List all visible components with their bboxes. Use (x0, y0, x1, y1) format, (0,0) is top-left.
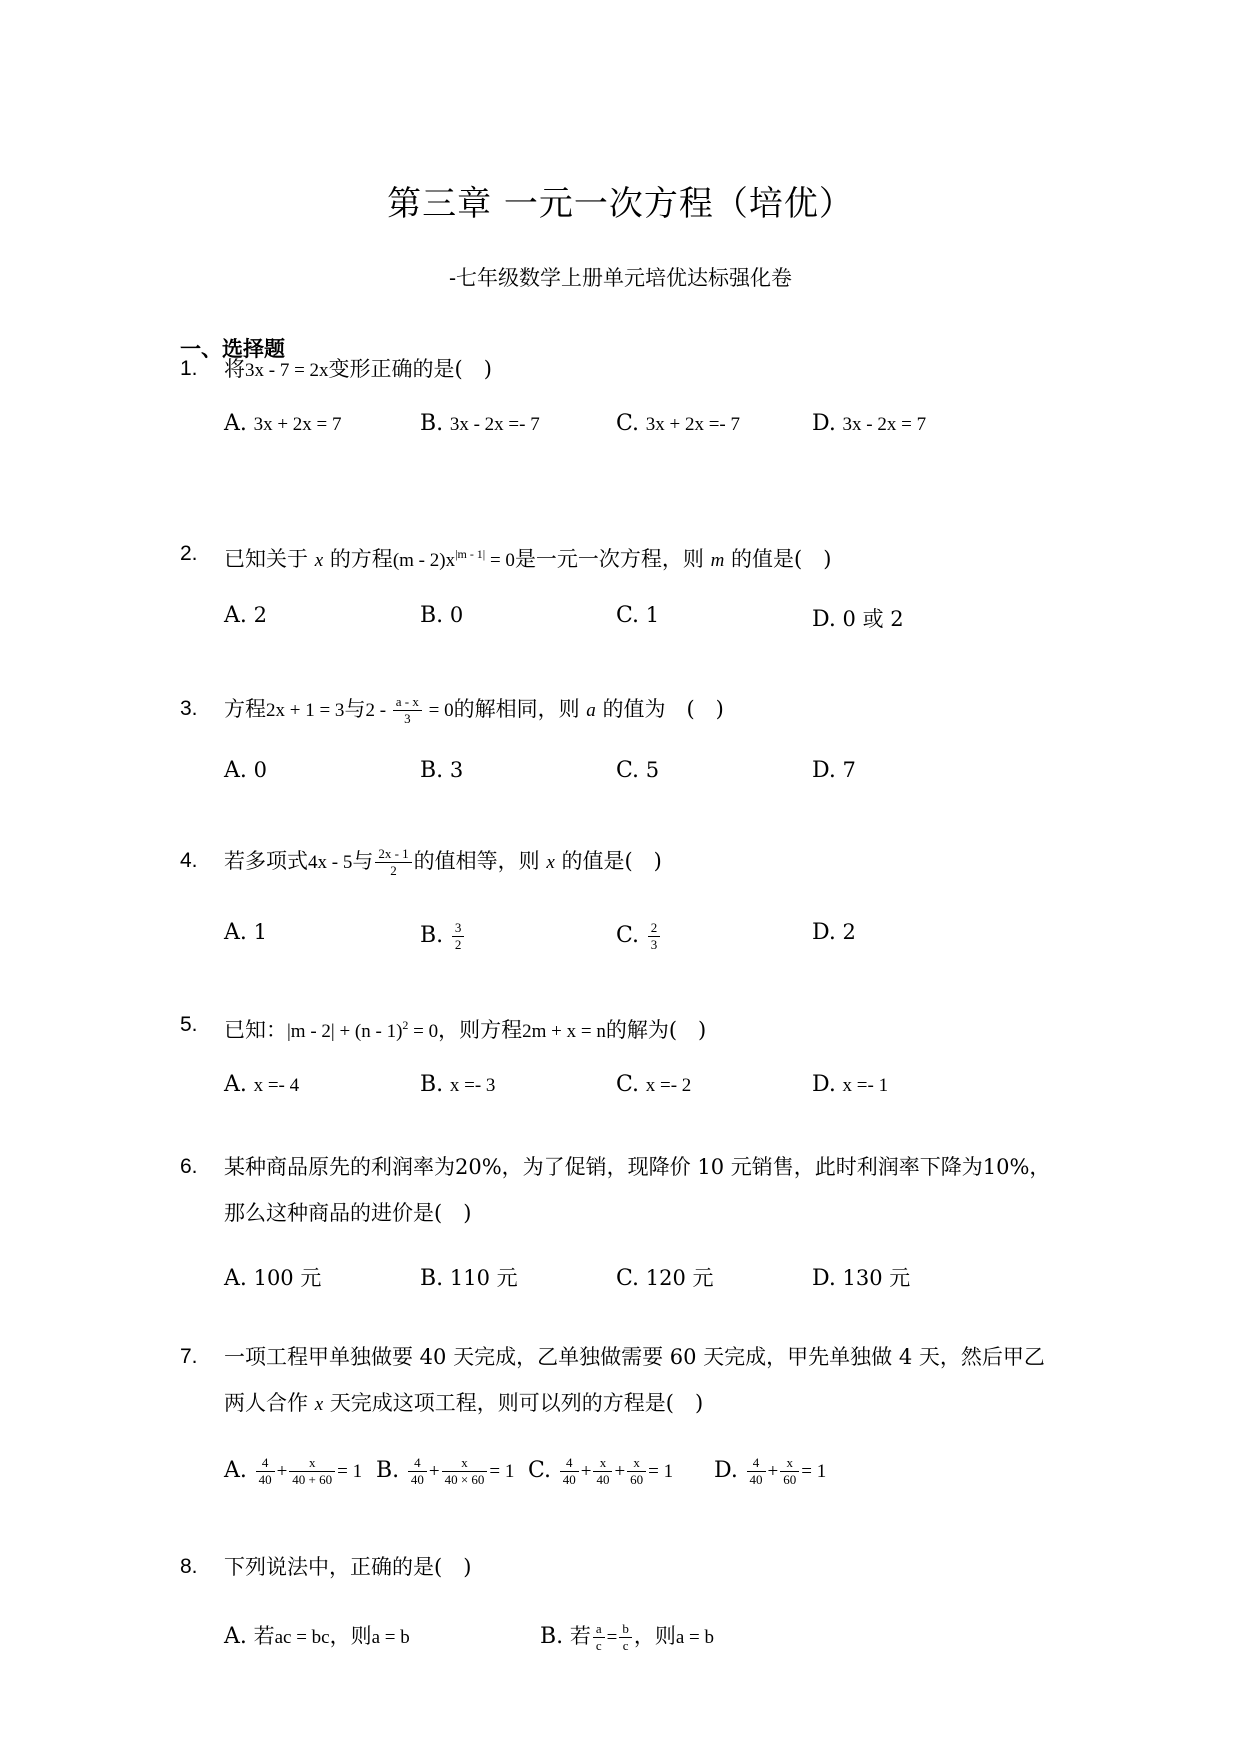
options-2 (224, 603, 1074, 649)
option-a[interactable]: A. x =- 4 (224, 1072, 300, 1097)
section-heading: 一、选择题 (180, 337, 285, 361)
option-c[interactable]: C. 1 (616, 603, 660, 628)
question-number: 3. (180, 697, 198, 720)
question-number: 6. (180, 1155, 198, 1178)
option-a[interactable]: A. $\frac{4}{40}$ + $\frac{x}{40 + 60}$ = 1 (224, 1455, 363, 1487)
option-d[interactable]: D. 0 或 2 (812, 607, 904, 632)
options-5 (224, 1072, 1074, 1118)
question-number: 2. (180, 542, 198, 565)
question-text: 若多项式4x - 5与 $\frac{2x - 1}{2}$ 的值相等，则 x 的值是( ) (224, 846, 662, 878)
fraction: $\frac{a - x}{3}$ (393, 694, 422, 727)
page-title: 第三章 一元一次方程（培优） (387, 184, 854, 224)
option-c[interactable]: C. 5 (616, 758, 660, 783)
question-number: 1. (180, 357, 198, 380)
option-d[interactable]: D. 3x - 2x = 7 (812, 411, 927, 436)
options-8 (224, 1620, 1074, 1666)
option-c[interactable]: C. $\frac{2}{3}$ (616, 920, 662, 953)
options-6 (224, 1262, 1074, 1308)
option-d[interactable]: D. $\frac{4}{40}$ + $\frac{x}{60}$ = 1 (714, 1455, 827, 1487)
option-c[interactable]: C. x =- 2 (616, 1072, 692, 1097)
option-c[interactable]: C. 120 元 (616, 1266, 714, 1291)
options-1 (224, 411, 1074, 457)
question-text: 下列说法中，正确的是( ) (224, 1555, 472, 1579)
option-b[interactable]: B. 若 $\frac{a}{c}$ = $\frac{b}{c}$ ，则a = b (540, 1621, 715, 1653)
question-text: 某种商品原先的利润率为20%，为了促销，现降价 10 元销售，此时利润率下降为10%， 那么这种商品的进价是( ) (224, 1155, 1051, 1225)
option-d[interactable]: D. x =- 1 (812, 1072, 889, 1097)
option-b[interactable]: B. $\frac{4}{40}$ + $\frac{x}{40 \times 60}$ = 1 (376, 1455, 515, 1487)
question-text: 已知：|m - 2| + (n - 1)$^2$ = 0，则方程2m + x = n的解为( ) (224, 1018, 707, 1042)
question-number: 8. (180, 1555, 198, 1578)
fraction: $\frac{2x - 1}{2}$ (375, 846, 411, 879)
option-c[interactable]: C. 3x + 2x =- 7 (616, 411, 740, 436)
option-b[interactable]: B. 0 (420, 603, 464, 628)
question-text: 已知关于 x 的方程$(m - 2)x^{|m - 1|} = 0$是一元一次方程，则 m 的值是( ) (224, 547, 832, 571)
option-d[interactable]: D. 130 元 (812, 1266, 911, 1291)
options-3 (224, 758, 1074, 804)
option-a[interactable]: A. 1 (224, 920, 267, 945)
question-text: 方程2x + 1 = 3与2 - $\frac{a - x}{3}$ = 0的解相同，则 a 的值为 ( ) (224, 694, 724, 726)
option-a[interactable]: A. 若ac = bc，则a = b (224, 1624, 410, 1649)
option-d[interactable]: D. 7 (812, 758, 856, 783)
page-subtitle: -七年级数学上册单元培优达标强化卷 (448, 266, 793, 290)
option-a[interactable]: A. 3x + 2x = 7 (224, 411, 342, 436)
fraction: $\frac{3}{2}$ (452, 920, 465, 953)
option-a[interactable]: A. 2 (224, 603, 267, 628)
fraction: $\frac{2}{3}$ (648, 920, 661, 953)
question-text: 一项工程甲单独做要 40 天完成，乙单独做需要 60 天完成，甲先单独做 4 天，然后甲乙 两人合作 x 天完成这项工程，则可以列的方程是( ) (224, 1345, 1045, 1415)
options-7 (224, 1455, 1074, 1501)
option-d[interactable]: D. 2 (812, 920, 856, 945)
question-number: 4. (180, 849, 198, 872)
option-b[interactable]: B. 110 元 (420, 1266, 518, 1291)
question-text: 将3x - 7 = 2x变形正确的是( ) (224, 357, 492, 381)
option-a[interactable]: A. 0 (224, 758, 267, 783)
options-4 (224, 920, 1074, 966)
option-b[interactable]: B. x =- 3 (420, 1072, 496, 1097)
option-a[interactable]: A. 100 元 (224, 1266, 322, 1291)
option-b[interactable]: B. 3x - 2x =- 7 (420, 411, 540, 436)
option-b[interactable]: B. 3 (420, 758, 464, 783)
option-c[interactable]: C. $\frac{4}{40}$ + $\frac{x}{40}$ + $\frac{x}{60}$ = 1 (528, 1455, 674, 1487)
question-number: 7. (180, 1345, 198, 1368)
question-number: 5. (180, 1013, 198, 1036)
option-b[interactable]: B. $\frac{3}{2}$ (420, 920, 466, 953)
